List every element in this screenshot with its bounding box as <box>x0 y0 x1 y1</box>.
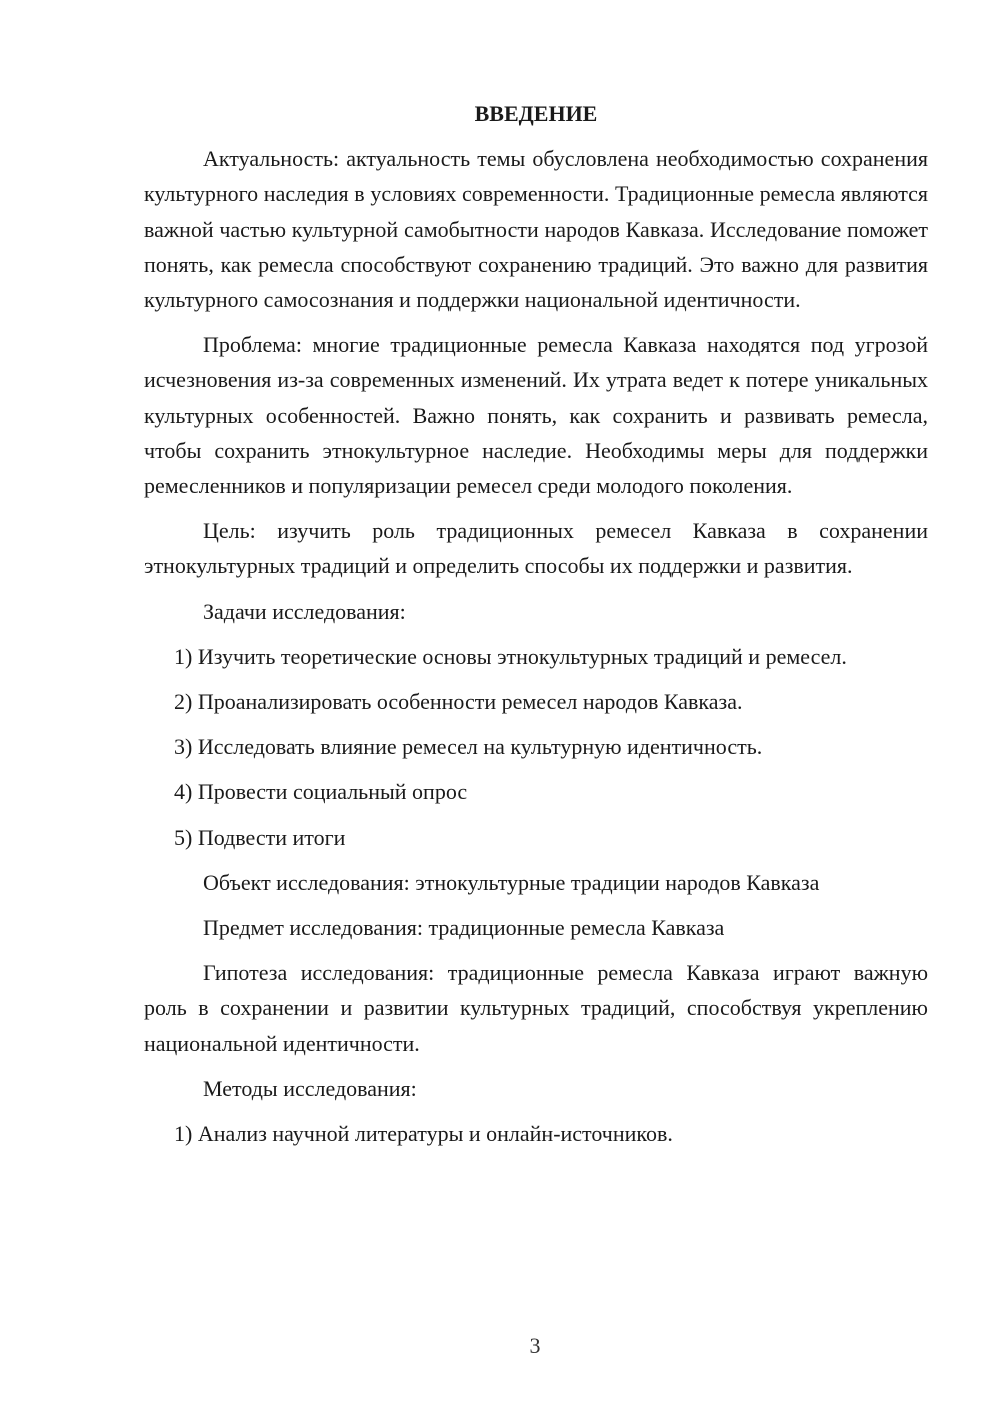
methods-heading: Методы исследования: <box>203 1075 417 1101</box>
document-page <box>144 96 928 1161</box>
research-subject: Предмет исследования: традиционные ремесла Кавказа <box>203 915 725 941</box>
method-item: 1) Анализ научной литературы и онлайн-источников. <box>174 1121 673 1147</box>
task-item: 2) Проанализировать особенности ремесел народов Кавказа. <box>174 689 743 715</box>
task-item: 5) Подвести итоги <box>174 824 346 850</box>
task-item: 4) Провести социальный опрос <box>174 779 468 805</box>
paragraph-goal: Цель: изучить роль традиционных ремесел Кавказа в сохранении этнокультурных традиций и определить способы их поддержки и развития. <box>144 518 928 579</box>
research-object: Объект исследования: этнокультурные традиции народов Кавказа <box>203 869 820 895</box>
paragraph-relevance: Актуальность: актуальность темы обусловлена необходимостью сохранения культурного наследия в условиях современности. Традиционные ремесла являются важной частью культурной самобытности народов Кавказа. Исследование поможет понять, как ремесла способствуют сохранению традиций. Это важно для развития культурного самосознания и поддержки национальной идентичности. <box>144 146 928 313</box>
paragraph-problem: Проблема: многие традиционные ремесла Кавказа находятся под угрозой исчезновения из-за современных изменений. Их утрата ведет к потере уникальных культурных особенностей. Важно понять, как сохранить и развивать ремесла, чтобы сохранить этнокультурное наследие. Необходимы меры для поддержки ремесленников и популяризации ремесел среди молодого поколения. <box>144 332 928 499</box>
tasks-heading: Задачи исследования: <box>203 598 406 624</box>
research-hypothesis: Гипотеза исследования: традиционные ремесла Кавказа играют важную роль в сохранении и развитии культурных традиций, способствуя укреплению национальной идентичности. <box>144 960 928 1056</box>
task-item: 3) Исследовать влияние ремесел на культурную идентичность. <box>174 734 763 760</box>
page-number: 3 <box>529 1333 541 1358</box>
task-item: 1) Изучить теоретические основы этнокультурных традиций и ремесел. <box>174 643 847 669</box>
section-title: ВВЕДЕНИЕ <box>474 101 598 126</box>
